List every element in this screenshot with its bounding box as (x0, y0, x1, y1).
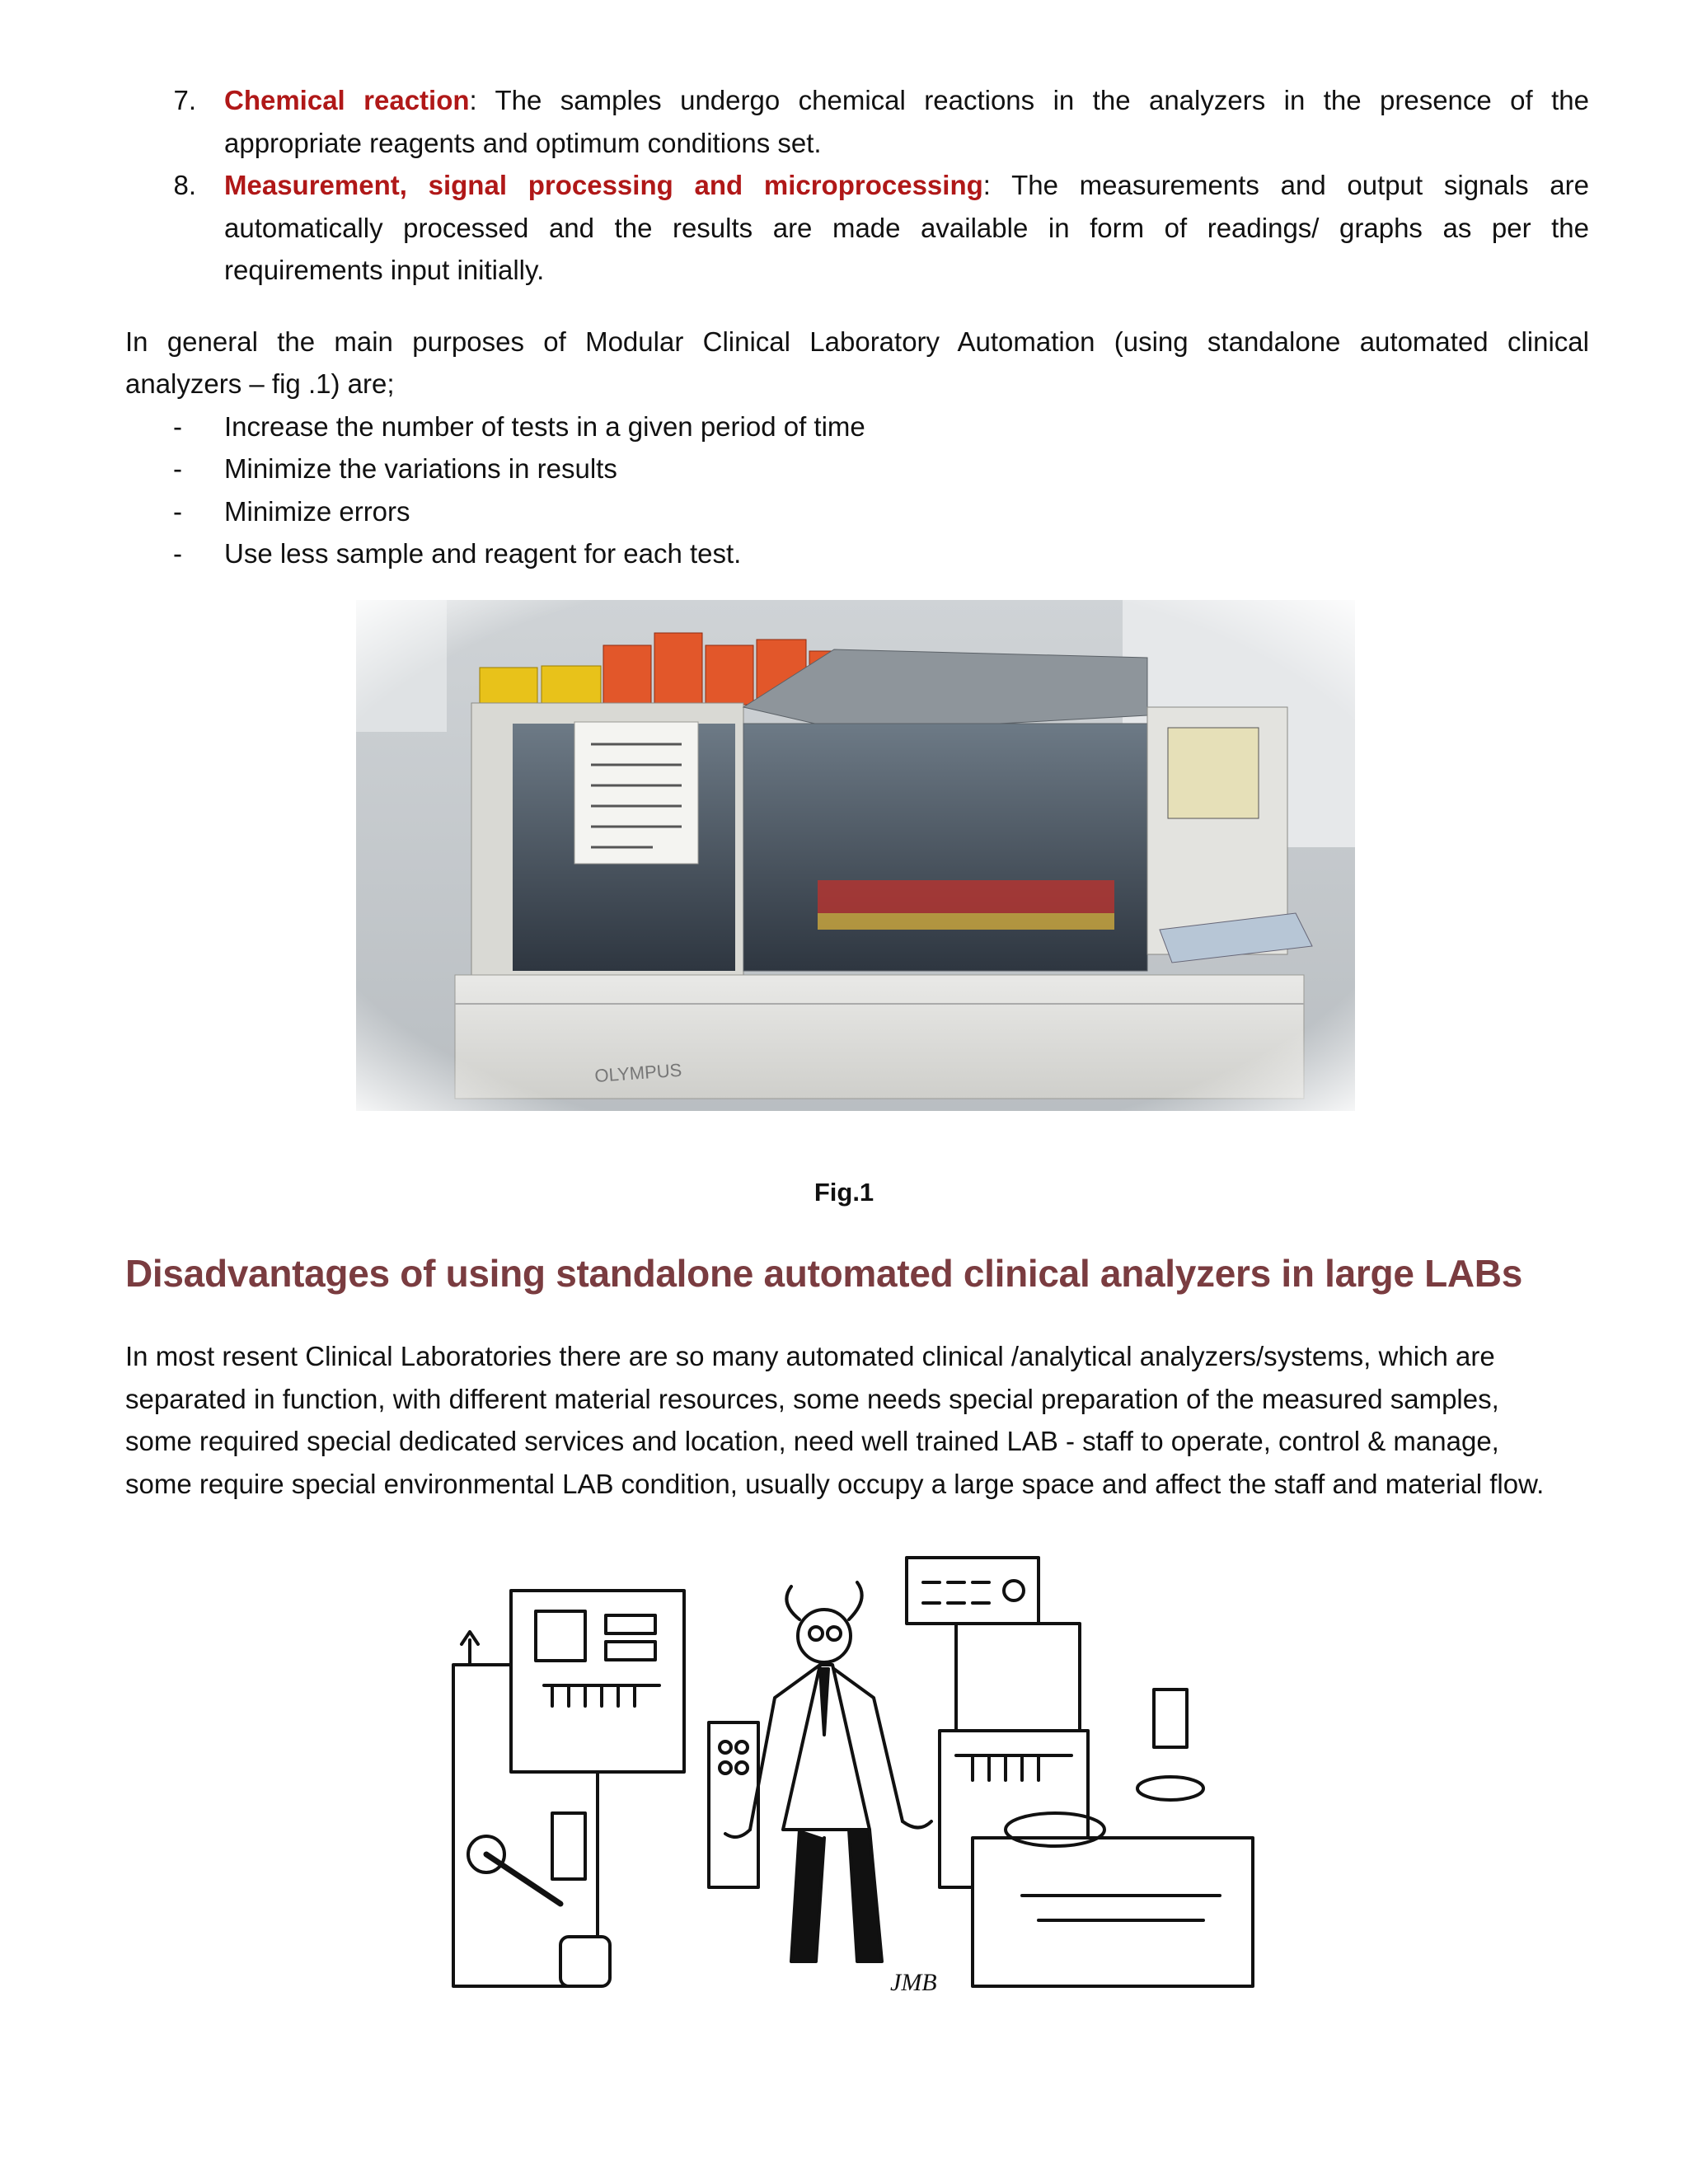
figure-1-analyzer-photo (356, 600, 1355, 1111)
section-paragraph-line: In most resent Clinical Laboratories there are so many automated clinical /analytical analyzers/systems, which are (125, 1341, 1495, 1371)
section-paragraph-line: some required special dedicated services and location, need well trained LAB - staff to operate, control & manage, (125, 1426, 1499, 1456)
item-7-line-1 (224, 79, 1589, 122)
section-paragraph-line: some require special environmental LAB condition, usually occupy a large space and affect the staff and material flow. (125, 1469, 1545, 1499)
item-8-line-1 (224, 164, 1589, 207)
bullet-dash: - (173, 453, 182, 484)
confused-scientist-cartoon (445, 1541, 1269, 2011)
bullet-item: Use less sample and reagent for each test. (224, 538, 742, 569)
bullet-dash: - (173, 496, 182, 527)
bullet-item: Increase the number of tests in a given period of time (224, 411, 865, 442)
figure-1-caption: Fig.1 (814, 1178, 874, 1207)
intro-line-1: In general the main purposes of Modular Clinical Laboratory Automation (using standalone automated clinical (125, 326, 1589, 357)
item-8-title: Measurement, signal processing and microprocessing (224, 170, 983, 200)
section-heading: Disadvantages of using standalone automated clinical analyzers in large LABs (125, 1252, 1523, 1295)
item-7-text: : The samples undergo chemical reactions in the analyzers in the presence of the (469, 85, 1589, 115)
item-8-number: 8. (173, 170, 196, 200)
item-7-number: 7. (173, 85, 196, 115)
intro-line-2: analyzers – fig .1) are; (125, 368, 395, 399)
bullet-item: Minimize the variations in results (224, 453, 617, 484)
bullet-dash: - (173, 411, 182, 442)
cartoon-signature: JMB (890, 1969, 937, 1996)
item-7-line-2: appropriate reagents and optimum conditions set. (224, 128, 822, 158)
item-8-text: : The measurements and output signals are (982, 170, 1589, 200)
item-8-line-2: automatically processed and the results are made available in form of readings/ graphs as per the (224, 213, 1589, 243)
section-paragraph-line: separated in function, with different material resources, some needs special preparation of the measured samples, (125, 1384, 1499, 1414)
bullet-item: Minimize errors (224, 496, 410, 527)
bullet-dash: - (173, 538, 182, 569)
item-8-line-3: requirements input initially. (224, 255, 545, 285)
item-7-title: Chemical reaction (224, 85, 470, 115)
